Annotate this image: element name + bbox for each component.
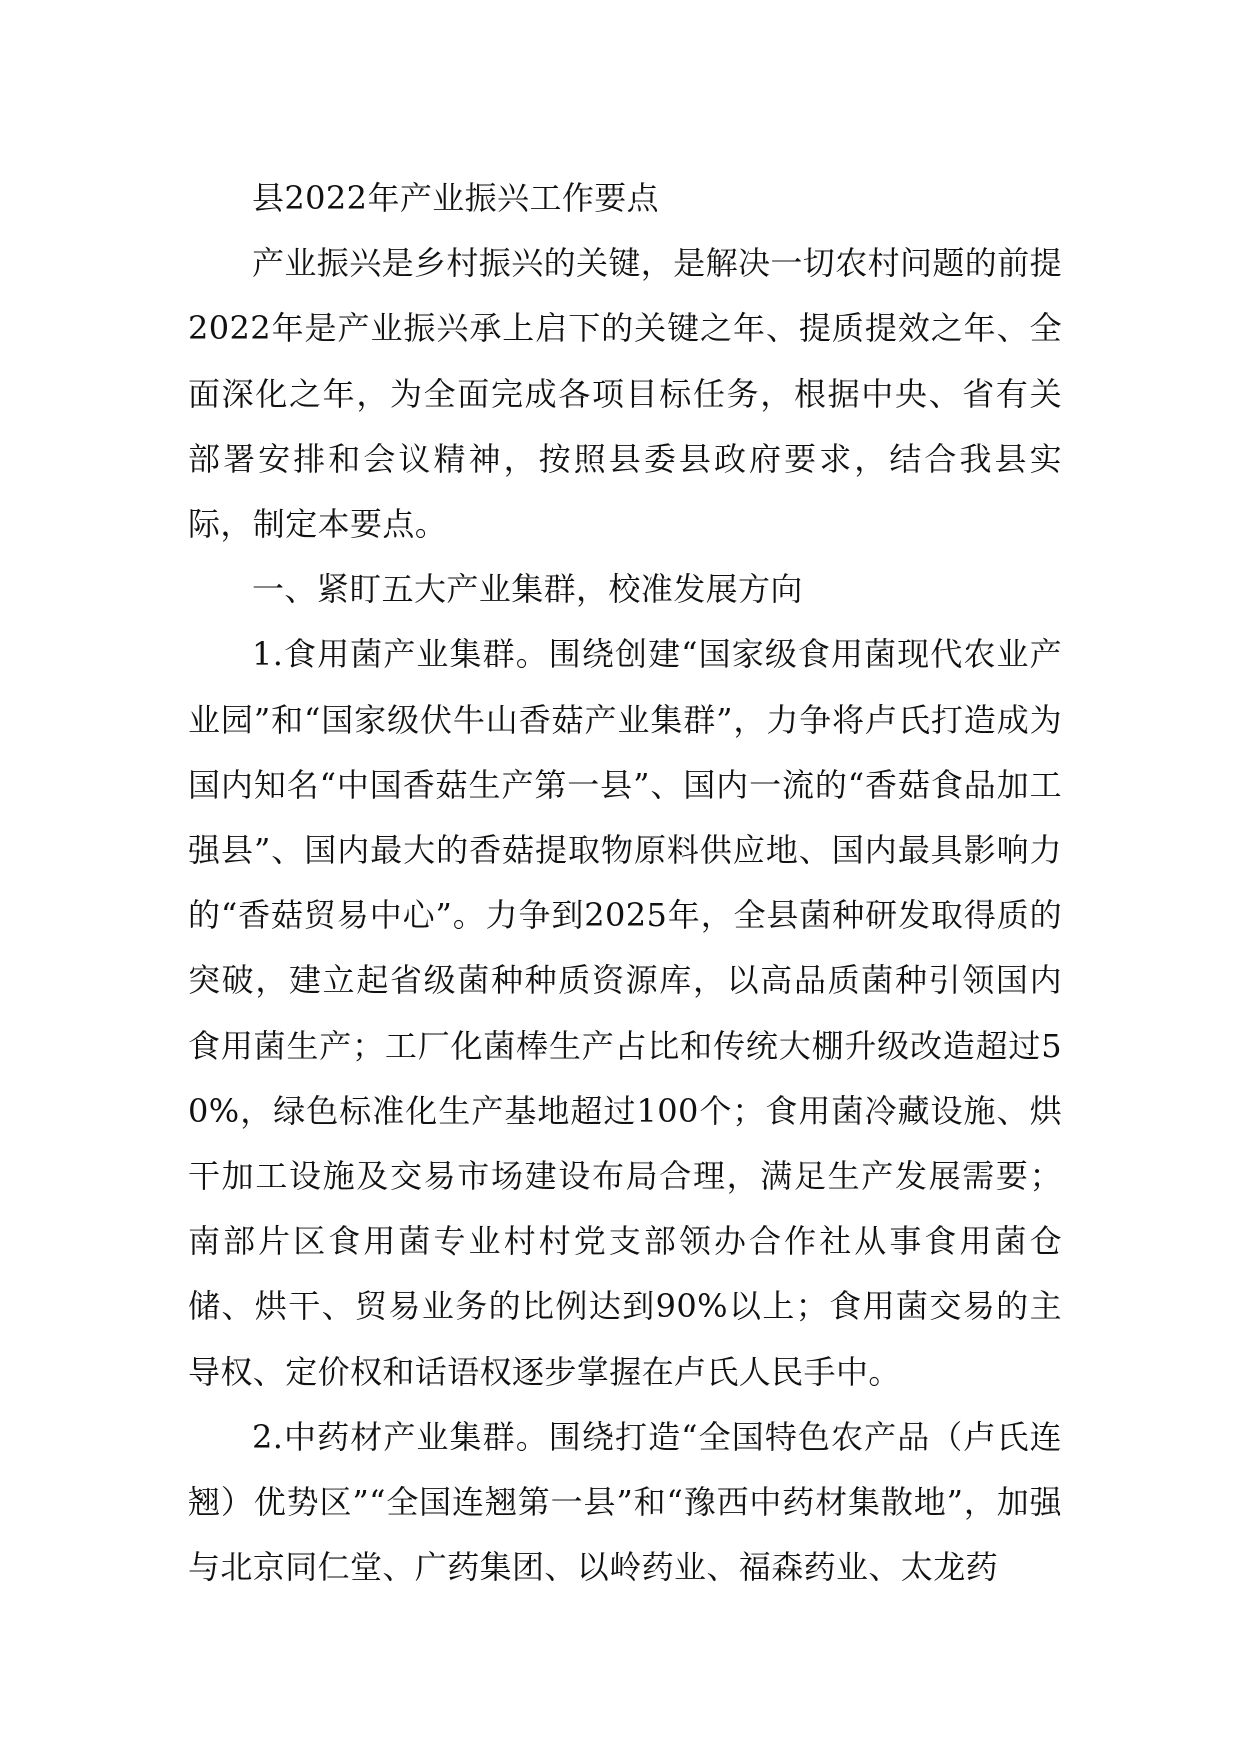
document-body: [188, 166, 1062, 1600]
paragraph-herbal-cluster: 2.中药材产业集群。围绕打造“全国特色农产品（卢氏连翘）优势区”“全国连翘第一县”和“豫西中药材集散地”，加强与北京同仁堂、广药集团、以岭药业、福森药业、太龙药: [188, 1417, 1062, 1587]
section-heading-1: 一、紧盯五大产业集群，校准发展方向: [252, 570, 803, 609]
paragraph-intro: 产业振兴是乡村振兴的关键，是解决一切农村问题的前提2022年是产业振兴承上启下的关键之年、提质提效之年、全面深化之年，为全面完成各项目标任务，根据中央、省有关部署安排和会议精神，按照县委县政府要求，结合我县实际，制定本要点。: [188, 244, 1063, 544]
document-title: 县2022年产业振兴工作要点: [252, 179, 660, 217]
paragraph-mushroom-cluster: 1.食用菌产业集群。围绕创建“国家级食用菌现代农业产业园”和“国家级伏牛山香菇产业集群”，力争将卢氏打造成为国内知名“中国香菇生产第一县”、国内一流的“香菇食品加工强县”、国内最大的香菇提取物原料供应地、国内最具影响力的“香菇贸易中心”。力争到2025年，全县菌种研发取得质的突破，建立起省级菌种种质资源库，以高品质菌种引领国内食用菌生产；工厂化菌棒生产占比和传统大棚升级改造超过50%，绿色标准化生产基地超过100个；食用菌冷藏设施、烘干加工设施及交易市场建设布局合理，满足生产发展需要；南部片区食用菌专业村村党支部领办合作社从事食用菌仓储、烘干、贸易业务的比例达到90%以上；食用菌交易的主导权、定价权和话语权逐步掌握在卢氏人民手中。: [188, 635, 1062, 1391]
